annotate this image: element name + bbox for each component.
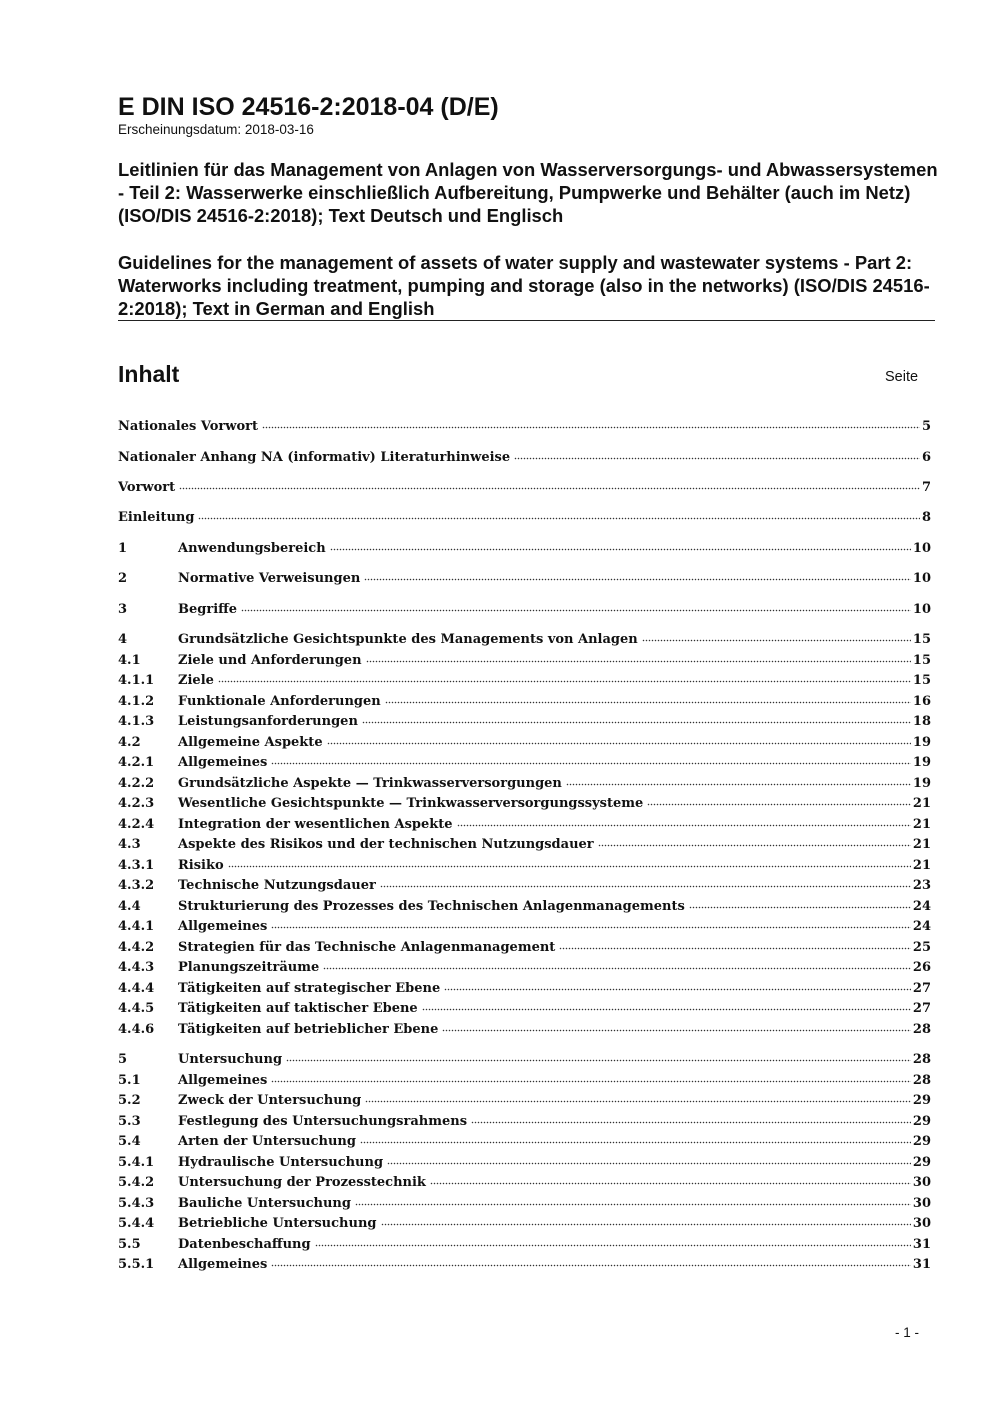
toc-entry-number: 4.3.1 bbox=[118, 858, 155, 873]
toc-entry-page: 27 bbox=[912, 981, 931, 996]
toc-entry-number: 4.3 bbox=[118, 837, 141, 852]
toc-entry-number: 4.4 bbox=[118, 899, 141, 914]
toc-entry-page: 29 bbox=[912, 1114, 931, 1129]
toc-entry[interactable] bbox=[118, 1050, 931, 1070]
toc-entry[interactable] bbox=[118, 938, 931, 958]
title-german: Leitlinien für das Management von Anlagen von Wasserversorgungs- und Abwassersystemen - Teil 2: Wasserwerke einschließlich Aufbereitung, Pumpwerke und Behälter (auch im Netz) (ISO/DIS 24516-2:2018); Text Deutsch und Englisch bbox=[118, 159, 938, 226]
toc-entry-title: Einleitung bbox=[118, 510, 195, 525]
page-number: - 1 - bbox=[895, 1325, 920, 1340]
toc-entry-page: 15 bbox=[912, 653, 931, 668]
toc-entry-page: 18 bbox=[912, 714, 931, 729]
toc-dot-leader bbox=[442, 1029, 911, 1033]
toc-entry[interactable] bbox=[118, 671, 931, 691]
toc-entry[interactable] bbox=[118, 794, 931, 814]
toc-entry[interactable] bbox=[118, 1194, 931, 1214]
document-id: E DIN ISO 24516-2:2018-04 (D/E) bbox=[118, 93, 499, 121]
toc-entry-title: Bauliche Untersuchung bbox=[178, 1196, 351, 1211]
toc-entry-title: Untersuchung der Prozesstechnik bbox=[178, 1175, 426, 1190]
toc-entry-title: Begriffe bbox=[178, 602, 238, 617]
toc-dot-leader bbox=[559, 947, 911, 951]
toc-entry-number: 5.1 bbox=[118, 1073, 141, 1088]
toc-entry-number: 4.4.5 bbox=[118, 1001, 155, 1016]
toc-entry-title: Tätigkeiten auf taktischer Ebene bbox=[178, 1001, 418, 1016]
toc-entry-number: 5.5 bbox=[118, 1237, 141, 1252]
toc-entry-page: 10 bbox=[912, 541, 931, 556]
toc-entry-page: 10 bbox=[912, 602, 931, 617]
toc-entry-number: 5.4 bbox=[118, 1134, 141, 1149]
toc-entry[interactable] bbox=[118, 835, 931, 855]
toc-entry-number: 4.2.3 bbox=[118, 796, 155, 811]
toc-entry-page: 25 bbox=[912, 940, 931, 955]
toc-entry-number: 4.1.2 bbox=[118, 694, 155, 709]
toc-entry-page: 21 bbox=[912, 817, 931, 832]
toc-entry-number: 4.4.1 bbox=[118, 919, 155, 934]
toc-dot-leader bbox=[364, 578, 911, 582]
toc-dot-leader bbox=[271, 926, 911, 930]
publication-date: Erscheinungsdatum: 2018-03-16 bbox=[118, 122, 314, 137]
toc-entry[interactable] bbox=[118, 999, 931, 1019]
toc-dot-leader bbox=[647, 803, 911, 807]
toc-entry-title: Allgemeines bbox=[178, 755, 268, 770]
toc-entry[interactable] bbox=[118, 630, 931, 650]
toc-entry-title: Festlegung des Untersuchungsrahmens bbox=[178, 1114, 468, 1129]
toc-entry-number: 5.3 bbox=[118, 1114, 141, 1129]
toc-dot-leader bbox=[430, 1182, 911, 1186]
toc-entry[interactable] bbox=[118, 1255, 931, 1275]
toc-entry-number: 4.4.6 bbox=[118, 1022, 155, 1037]
toc-entry-page: 29 bbox=[912, 1155, 931, 1170]
toc-dot-leader bbox=[262, 426, 920, 430]
toc-entry-page: 16 bbox=[912, 694, 931, 709]
toc-entry-title: Allgemeines bbox=[178, 1073, 268, 1088]
toc-entry[interactable] bbox=[118, 774, 931, 794]
toc-entry-page: 15 bbox=[912, 632, 931, 647]
toc-dot-leader bbox=[385, 701, 911, 705]
toc-entry-number: 4.1 bbox=[118, 653, 141, 668]
toc-entry[interactable] bbox=[118, 508, 931, 528]
toc-dot-leader bbox=[271, 1264, 911, 1268]
toc-entry-title: Arten der Untersuchung bbox=[178, 1134, 356, 1149]
toc-entry-title: Risiko bbox=[178, 858, 224, 873]
toc-entry-number: 5.5.1 bbox=[118, 1257, 155, 1272]
toc-entry-number: 3 bbox=[118, 602, 128, 617]
toc-dot-leader bbox=[566, 783, 911, 787]
toc-entry-page: 26 bbox=[912, 960, 931, 975]
toc-entry-page: 6 bbox=[921, 450, 931, 465]
toc-entry-title: Strukturierung des Prozesses des Technischen Anlagenmanagements bbox=[178, 899, 685, 914]
toc-dot-leader bbox=[315, 1244, 911, 1248]
toc-entry-page: 30 bbox=[912, 1196, 931, 1211]
toc-entry[interactable] bbox=[118, 569, 931, 589]
toc-entry-title: Allgemeines bbox=[178, 1257, 268, 1272]
toc-entry-page: 30 bbox=[912, 1175, 931, 1190]
toc-dot-leader bbox=[457, 824, 911, 828]
toc-dot-leader bbox=[323, 967, 911, 971]
toc-entry-title: Allgemeines bbox=[178, 919, 268, 934]
toc-dot-leader bbox=[689, 906, 911, 910]
toc-entry[interactable] bbox=[118, 1020, 931, 1040]
toc-entry-title: Wesentliche Gesichtspunkte — Trinkwasserversorgungssysteme bbox=[178, 796, 644, 811]
toc-dot-leader bbox=[642, 639, 911, 643]
toc-dot-leader bbox=[444, 988, 911, 992]
toc-entry-page: 19 bbox=[912, 776, 931, 791]
toc-entry-page: 5 bbox=[921, 419, 931, 434]
toc-entry-title: Grundsätzliche Gesichtspunkte des Managements von Anlagen bbox=[178, 632, 638, 647]
toc-entry[interactable] bbox=[118, 1214, 931, 1234]
toc-entry-page: 30 bbox=[912, 1216, 931, 1231]
toc-entry-page: 28 bbox=[912, 1073, 931, 1088]
toc-entry-page: 28 bbox=[912, 1052, 931, 1067]
toc-entry[interactable] bbox=[118, 897, 931, 917]
toc-entry-page: 24 bbox=[912, 919, 931, 934]
toc-entry-title: Tätigkeiten auf betrieblicher Ebene bbox=[178, 1022, 439, 1037]
toc-entry-number: 5.2 bbox=[118, 1093, 141, 1108]
toc-entry-title: Nationaler Anhang NA (informativ) Literaturhinweise bbox=[118, 450, 511, 465]
toc-dot-leader bbox=[330, 548, 911, 552]
toc-entry-number: 4.4.4 bbox=[118, 981, 155, 996]
toc-entry-number: 5.4.1 bbox=[118, 1155, 155, 1170]
toc-entry[interactable] bbox=[118, 600, 931, 620]
toc-entry-title: Untersuchung bbox=[178, 1052, 283, 1067]
toc-entry-title: Ziele und Anforderungen bbox=[178, 653, 362, 668]
toc-entry[interactable] bbox=[118, 1112, 931, 1132]
toc-dot-leader bbox=[327, 742, 911, 746]
toc-entry-number: 5 bbox=[118, 1052, 128, 1067]
toc-entry-title: Allgemeine Aspekte bbox=[178, 735, 323, 750]
toc-entry[interactable] bbox=[118, 539, 931, 559]
toc-dot-leader bbox=[422, 1008, 911, 1012]
toc-entry-page: 31 bbox=[912, 1257, 931, 1272]
toc-entry-number: 5.4.3 bbox=[118, 1196, 155, 1211]
toc-entry-page: 21 bbox=[912, 837, 931, 852]
toc-entry-title: Vorwort bbox=[118, 480, 176, 495]
toc-entry-page: 23 bbox=[912, 878, 931, 893]
toc-entry-page: 15 bbox=[912, 673, 931, 688]
toc-entry-page: 19 bbox=[912, 735, 931, 750]
toc-entry-number: 1 bbox=[118, 541, 128, 556]
toc-entry-page: 24 bbox=[912, 899, 931, 914]
toc-entry-number: 4.4.3 bbox=[118, 960, 155, 975]
toc-dot-leader bbox=[286, 1059, 911, 1063]
toc-entry-number: 5.4.2 bbox=[118, 1175, 155, 1190]
toc-entry-title: Zweck der Untersuchung bbox=[178, 1093, 362, 1108]
toc-entry-title: Tätigkeiten auf strategischer Ebene bbox=[178, 981, 441, 996]
toc-heading: Inhalt bbox=[118, 361, 180, 387]
toc-entry[interactable] bbox=[118, 856, 931, 876]
toc-entry[interactable] bbox=[118, 753, 931, 773]
toc-entry-page: 19 bbox=[912, 755, 931, 770]
toc-dot-leader bbox=[366, 660, 911, 664]
toc-entry[interactable] bbox=[118, 1132, 931, 1152]
toc-dot-leader bbox=[228, 865, 911, 869]
toc-entry-title: Planungszeiträume bbox=[178, 960, 320, 975]
toc-entry[interactable] bbox=[118, 712, 931, 732]
toc-entry-title: Technische Nutzungsdauer bbox=[178, 878, 376, 893]
toc-entry-page: 28 bbox=[912, 1022, 931, 1037]
toc-entry-number: 4.2.2 bbox=[118, 776, 155, 791]
toc-entry[interactable] bbox=[118, 979, 931, 999]
toc-entry-title: Leistungsanforderungen bbox=[178, 714, 358, 729]
toc-dot-leader bbox=[380, 885, 911, 889]
toc-dot-leader bbox=[355, 1203, 911, 1207]
toc-entry-title: Aspekte des Risikos und der technischen Nutzungsdauer bbox=[178, 837, 594, 852]
toc-entry-title: Hydraulische Untersuchung bbox=[178, 1155, 384, 1170]
toc-dot-leader bbox=[241, 609, 911, 613]
toc-entry-number: 4.2 bbox=[118, 735, 141, 750]
toc-entry[interactable] bbox=[118, 876, 931, 896]
toc-entry[interactable] bbox=[118, 448, 931, 468]
toc-entry[interactable] bbox=[118, 1173, 931, 1193]
toc-entry-number: 5.4.4 bbox=[118, 1216, 155, 1231]
toc-entry-page: 29 bbox=[912, 1134, 931, 1149]
toc-dot-leader bbox=[271, 762, 911, 766]
toc-entry[interactable] bbox=[118, 815, 931, 835]
toc-dot-leader bbox=[365, 1100, 911, 1104]
toc-dot-leader bbox=[198, 517, 920, 521]
toc-entry-title: Nationales Vorwort bbox=[118, 419, 258, 434]
toc-entry-number: 4.1.3 bbox=[118, 714, 155, 729]
toc-dot-leader bbox=[362, 721, 911, 725]
toc-dot-leader bbox=[360, 1141, 911, 1145]
toc-entry-number: 2 bbox=[118, 571, 128, 586]
toc-page-column-label: Seite bbox=[885, 369, 919, 385]
toc-entry[interactable] bbox=[118, 1235, 931, 1255]
toc-entry-title: Betriebliche Untersuchung bbox=[178, 1216, 377, 1231]
title-english: Guidelines for the management of assets of water supply and wastewater systems - Part 2: Waterworks including treatment, pumping and storage (also in the networks) (ISO/DIS 24516-2:2018); Text in German and English bbox=[118, 252, 930, 319]
toc-entry-number: 4.1.1 bbox=[118, 673, 155, 688]
toc-entry-title: Funktionale Anforderungen bbox=[178, 694, 381, 709]
toc-entry-title: Integration der wesentlichen Aspekte bbox=[178, 817, 453, 832]
toc-entry-page: 31 bbox=[912, 1237, 931, 1252]
toc-dot-leader bbox=[514, 457, 920, 461]
toc-entry-number: 4.2.4 bbox=[118, 817, 155, 832]
toc-dot-leader bbox=[471, 1121, 911, 1125]
toc-entry-title: Strategien für das Technische Anlagenmanagement bbox=[178, 940, 556, 955]
toc-entry-title: Ziele bbox=[178, 673, 214, 688]
toc-entry[interactable] bbox=[118, 651, 931, 671]
toc-entry-page: 21 bbox=[912, 858, 931, 873]
toc-entry-page: 21 bbox=[912, 796, 931, 811]
toc-entry[interactable] bbox=[118, 1091, 931, 1111]
title-divider bbox=[118, 320, 935, 321]
toc-entry-title: Grundsätzliche Aspekte — Trinkwasserversorgungen bbox=[178, 776, 562, 791]
toc-dot-leader bbox=[598, 844, 911, 848]
toc-entry-page: 7 bbox=[921, 480, 931, 495]
toc-entry-number: 4.4.2 bbox=[118, 940, 155, 955]
toc-entry[interactable] bbox=[118, 692, 931, 712]
toc-entry-number: 4 bbox=[118, 632, 128, 647]
toc-entry-number: 4.2.1 bbox=[118, 755, 155, 770]
toc-dot-leader bbox=[179, 487, 920, 491]
toc-dot-leader bbox=[381, 1223, 911, 1227]
toc-entry-page: 10 bbox=[912, 571, 931, 586]
toc-entry[interactable] bbox=[118, 917, 931, 937]
toc-dot-leader bbox=[218, 680, 911, 684]
toc-entry-number: 4.3.2 bbox=[118, 878, 155, 893]
toc-entry[interactable] bbox=[118, 733, 931, 753]
toc-entry-page: 8 bbox=[921, 510, 931, 525]
toc-dot-leader bbox=[387, 1162, 911, 1166]
toc-entry[interactable] bbox=[118, 1071, 931, 1091]
toc-entry-page: 29 bbox=[912, 1093, 931, 1108]
toc-entry[interactable] bbox=[118, 958, 931, 978]
toc-entry[interactable] bbox=[118, 417, 931, 437]
toc-entry-title: Normative Verweisungen bbox=[178, 571, 361, 586]
toc-entry-title: Datenbeschaffung bbox=[178, 1237, 311, 1252]
toc-entry-page: 27 bbox=[912, 1001, 931, 1016]
toc-entry-title: Anwendungsbereich bbox=[178, 541, 326, 556]
toc-entry[interactable] bbox=[118, 1153, 931, 1173]
toc-entry[interactable] bbox=[118, 478, 931, 498]
toc-dot-leader bbox=[271, 1080, 911, 1084]
